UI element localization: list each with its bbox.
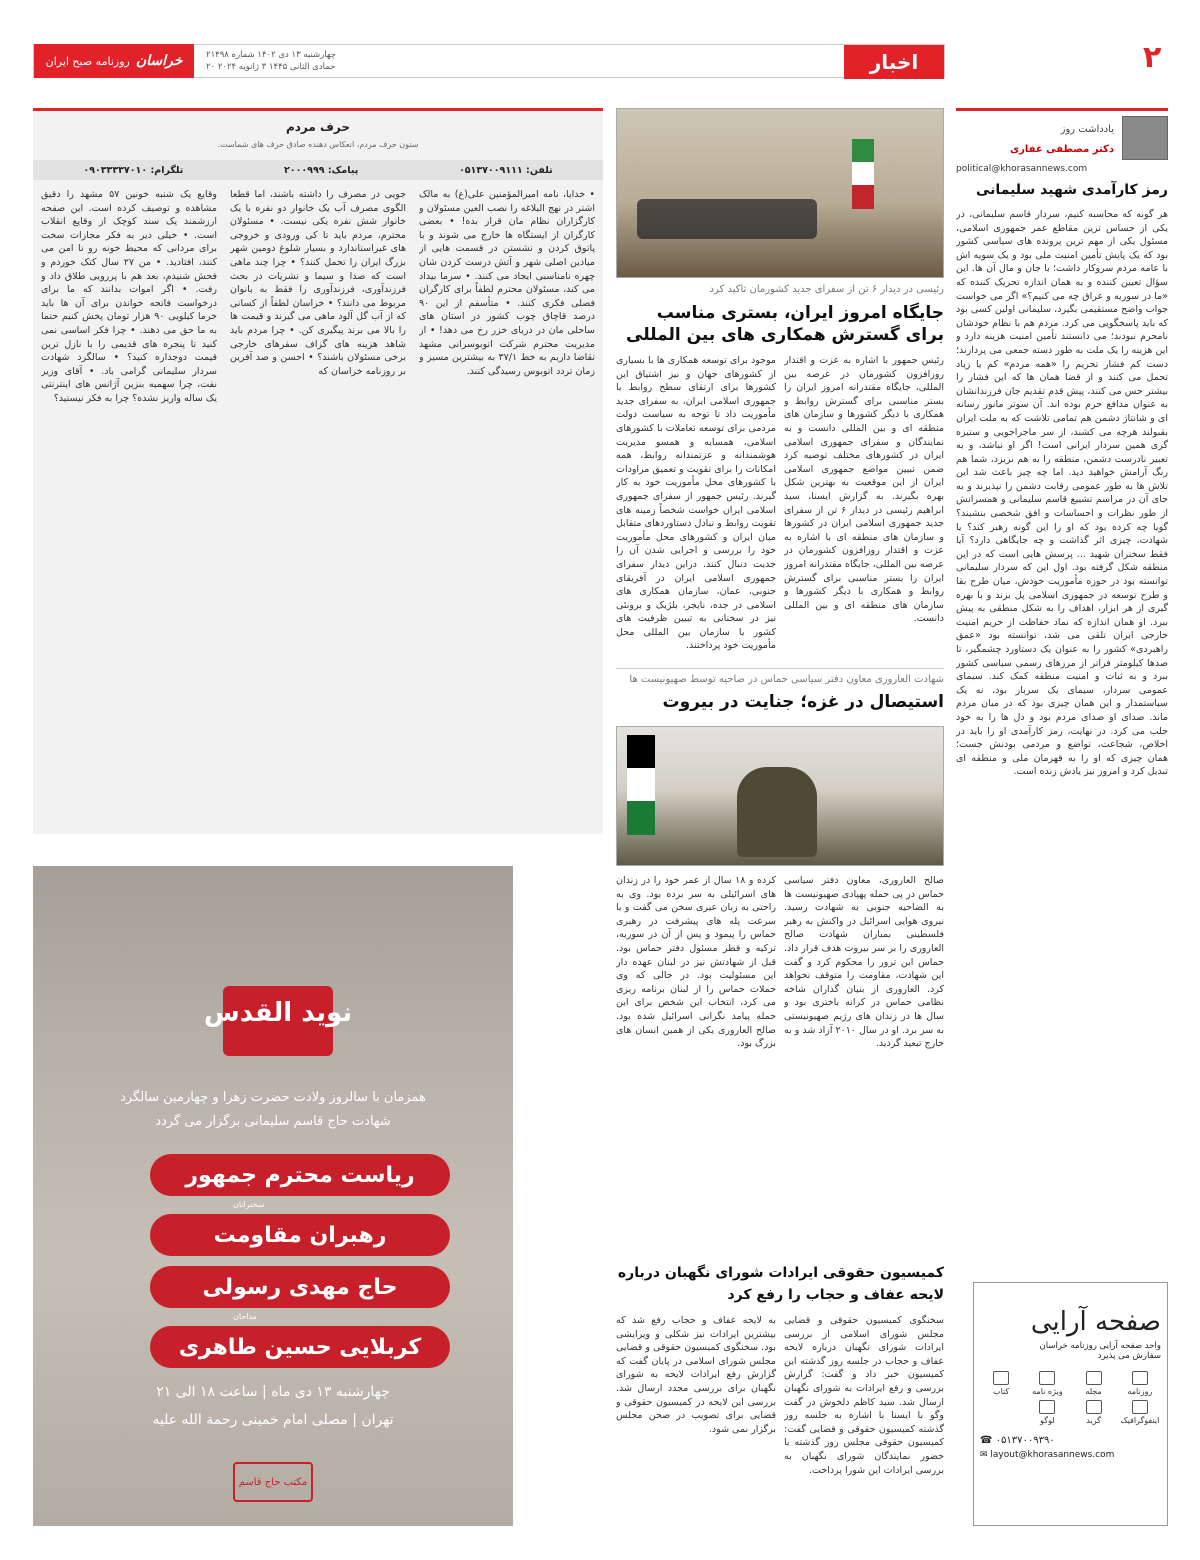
arouri-headline[interactable]: استیصال در غزه؛ جنایت در بیروت xyxy=(662,692,944,712)
ad-title: صفحه آرایی xyxy=(1030,1307,1161,1337)
section-title: اخبار xyxy=(844,45,944,79)
special-issue-icon xyxy=(1026,1371,1068,1396)
arouri-col-1: صالح العاروری، معاون دفتر سیاسی حماس در پی حمله پهپادی صهیونیست ها به الضاحیه جنوبی به شهادت رسید. نیروی هوایی اسرائیل در واکنش به رهبر فلسطینی بمباران شهادت صالح العاروری را بر سر بیروت هدف قرار داد. حماس این ترور را محکوم کرد و گفت این شهادت، مقاومت را متوقف نخواهد کرد. العاروری از بنیان گذاران شاخه نظامی حماس در کرانه باختری بود و سال ها در زندان های رژیم صهیونیستی به سر برد. او در سال ۲۰۱۰ آزاد شد و به خارج تبعید گردید. xyxy=(784,875,944,1050)
reader-title: حرف مردم xyxy=(285,120,351,134)
ad-item-label: لوگو xyxy=(1040,1416,1055,1425)
news-headline[interactable]: جایگاه امروز ایران، بستری مناسب برای گسترش همکاری های بین المللی xyxy=(626,303,944,345)
contact-sms[interactable]: پیامک: ۲۰۰۰۹۹۹ xyxy=(283,164,359,176)
ad-item-label: اینفوگرافیک xyxy=(1120,1416,1160,1425)
reader-col-1: • خدایا، نامه امیرالمؤمنین علی(ع) به مالک اشتر در نهج البلاغه را نصب العین مسئولان و کارگزاران نظام مان قرار بده! • بعضی کارگران از ایستگاه ها خارج می شوند و با پاتوق کردن و نشستن در قسمت هایی از میادین اصلی شهر و آتش درست کردن شان چهره نامناسبی ایجاد می کنند. • سرما بیداد می کند، مسئولان محترم لطفاً برای کارگران فصلی فکری کنند. • متأسفم از این ۹۰ درصد قاچاق چوب کشور در استان های ساحلی مان در دریای خزر رخ می دهد! • از مدیریت محترم شرکت اتوبوسرانی مشهد تقاضا داریم به خط ۳۷/۱ به بیشترین مسیر و زمان تردد اتوبوس رسیدگی کنند. xyxy=(419,189,595,377)
reader-column xyxy=(33,108,603,834)
ad-item-label: گرید xyxy=(1086,1416,1101,1425)
ad-phone[interactable]: ☎ ۰۵۱۳۷۰۰۹۳۹۰ xyxy=(980,1435,1055,1446)
date-line-2: ۲۰ جمادی الثانی ۱۴۴۵ ۳ ژانویه ۲۰۲۴ xyxy=(206,62,336,72)
top-news xyxy=(616,108,944,663)
infographic-icon xyxy=(1119,1400,1161,1425)
photo-flag xyxy=(852,139,874,209)
poster-line-1: همزمان با سالروز ولادت حضرت زهرا و چهارمین سالگرد xyxy=(120,1090,426,1105)
speaker-3: حاج مهدی رسولی xyxy=(150,1266,450,1308)
council-col-1: سخنگوی کمیسیون حقوقی و قضایی مجلس شورای اسلامی از بررسی ایرادات شورای نگهبان درباره لایحه عفاف و حجاب در جلسه روز گذشته این کمیسیون خبر داد و گفت: گزارش بررسی و رفع ایرادات به شورای نگهبان ارسال شد. سید کاظم دلخوش در گفت وگو با ایسنا با اشاره به جلسه روز گذشته کمیسیون حقوقی و قضایی گفت: کمیسیون حقوقی مجلس روز گذشته با حضور نمایندگان شورای نگهبان به بررسی ایرادات این شورا پرداخت. xyxy=(784,1315,944,1476)
ad-item-label: مجله xyxy=(1085,1387,1102,1396)
ad-item-label: کتاب xyxy=(993,1387,1010,1396)
news-col-1: رئیس جمهور با اشاره به عزت و اقتدار روزافزون کشورمان در عرصه بین المللی، جایگاه مقتدرانه امروز ایران را بستر مناسبی برای گسترش روابط و همکاری با دیگر کشورها و سازمان های منطقه ای و بین المللی دانست و به نمایندگان و سفرای جمهوری اسلامی ایران در کشورهای مختلف توصیه کرد ضمن تبیین مواضع جمهوری اسلامی ایران از این موقعیت به بهترین شکل بهره بگیرند. به گزارش ایسنا، سید ابراهیم رئیسی در دیدار ۶ تن از سفرای جدید جمهوری اسلامی ایران در کشورها و سازمان های منطقه ای با اشاره به عزت و اقتدار روزافزون کشورمان در عرصه بین المللی، جایگاه مقتدرانه امروز ایران را بستر مناسبی برای گسترش روابط و همکاری با دیگر کشورها و سازمان های منطقه ای و بین المللی دانست. xyxy=(784,355,944,625)
council-headline[interactable]: کمیسیون حقوقی ایرادات شورای نگهبان درباره لایحه عفاف و حجاب را رفع کرد xyxy=(617,1265,944,1303)
poster-line-2: شهادت حاج قاسم سلیمانی برگزار می گردد xyxy=(155,1114,391,1129)
arouri-col-2: کرده و ۱۸ سال از عمر خود را در زندان های اسرائیلی به سر برده بود. وی به راحتی به زبان عبری سخن می گفت و با سرعت پله های پیشرفت در رهبری حماس را پیمود و پس از آن در سوریه، ترکیه و قطر مسئول دفتر حماس بود. قبل از شهادتش نیز در لبنان عهده دار این مسئولیت بود. در حالی که وی حملات حماس را از لبنان برنامه ریزی می کرد، انتخاب این شخص برای این حمله پیامد نگرانی اسرائیل شده بود. صالح العاروری یکی از همین انسان های بزرگ بود. xyxy=(616,875,776,1050)
author-email: political@khorasannews.com xyxy=(956,164,1088,174)
editorial-column xyxy=(956,108,1168,1272)
logo-icon xyxy=(1026,1400,1068,1425)
event-poster[interactable] xyxy=(33,866,513,1526)
author-name: دکتر مصطفی غفاری xyxy=(1009,144,1114,155)
contact-phone[interactable]: تلفن: ۰۵۱۳۷۰۰۹۱۱۱ xyxy=(458,164,553,176)
news-col-2: موجود برای توسعه همکاری ها با بسیاری از کشورهای جهان و نیز اشتیاق این کشورها برای ارتقای سطح روابط با جمهوری اسلامی ایران، به سفرای جدید مأموریت داد تا توجه به سیاست دولت مردمی برای توسعه تعاملات با کشورهای اسلامی، همسایه و همسو مدیریت هوشمندانه و عزتمندانه روابط، همه امکانات را برای تقویت و تعمیق مراودات با کشورهای محل مأموریت خود به کار گیرند. رئیس جمهور از سفرای جمهوری اسلامی ایران خواست شخصاً زمینه های تقویت روابط و تبادل دستاوردهای متقابل میان ایران و کشورهای محل مأموریت خود را بررسی و اجرایی شدن آن را جدیت دنبال کنند. دراین دیدار سفرای جمهوری اسلامی ایران در آفریقای جنوبی، عمان، سازمان همکاری های اسلامی در جده، نایجر، بلژیک و برونئی نیز در سخنانی به تبیین ظرفیت های کشور با سازمان بین المللی محل مأموریت خود پرداختند. xyxy=(616,355,776,652)
divider xyxy=(956,108,1168,111)
ad-phone-number: ۰۵۱۳۷۰۰۹۳۹۰ xyxy=(995,1435,1055,1446)
masthead xyxy=(33,44,945,78)
photo-figure xyxy=(737,767,817,857)
council-col-2: به لایحه عفاف و حجاب رفع شد که بیشترین ایرادات نیز شکلی و ویرایشی بود. سخنگوی کمیسیون حقوقی و قضایی مجلس شورای اسلامی در پایان گفت که گزارش رفع ایرادات لایحه به شورای نگهبان برای بررسی مجدد ارسال شد. بررسی این لایحه در کمیسیون حقوقی و قضایی برای تصویب در صحن مجلس برگزار نمی شود. xyxy=(616,1315,776,1435)
ad-email[interactable]: ✉ layout@khorasannews.com xyxy=(980,1450,1115,1460)
photo-flag xyxy=(627,735,655,835)
eulogy-label: مداحان xyxy=(233,1312,257,1321)
magazine-icon xyxy=(1073,1371,1115,1396)
date-block xyxy=(206,49,336,73)
arouri-kicker: شهادت العاروری معاون دفتر سیاسی حماس در ضاحیه توسط صهیونیست ها xyxy=(629,674,944,685)
poster-time: چهارشنبه ۱۳ دی ماه | ساعت ۱۸ الی ۲۱ xyxy=(156,1384,390,1400)
ad-email-address: layout@khorasannews.com xyxy=(990,1450,1115,1460)
speaker-1: ریاست محترم جمهور xyxy=(150,1154,450,1196)
poster-title: نوید القدس xyxy=(203,998,353,1028)
layout-ad[interactable] xyxy=(973,1282,1168,1526)
poster-place: تهران | مصلی امام خمینی رحمة الله علیه xyxy=(152,1412,394,1428)
reader-col-2: جویی در مصرف را داشته باشند، اما قطعا الگوی مصرف آب یک خانوار دو نفره با یک خانوار شش نفره یکی نیست. • مسئولان محترم، مردم باید تا کی ورودی و خروجی های غیراستاندارد و بسیار شلوغ دومین شهر بزرگ ایران را تحمل کنند؟ • چرا چند ماهی است که صدا و سیما و نشریات در بحث فرزندآوری، فرزندآوری را فقط به بانوان مربوط می دانند؟ • خراسان لطفاً از کسانی که از آب گل آلود ماهی می گیرند و قیمت ها را بالا می برند پیگیری کن. • چرا مردم باید شاهد هزینه های گزاف سفرهای خارجی برخی مسئولان باشند؟ • احسن و صد آفرین بر روزنامه خراسان که xyxy=(230,189,406,377)
book-icon xyxy=(980,1371,1022,1396)
arouri-photo xyxy=(616,726,944,866)
column-label: یادداشت روز xyxy=(1060,124,1114,135)
contact-bar xyxy=(33,160,603,180)
speakers-label: سخنرانان xyxy=(233,1200,265,1209)
ad-item-label: ویژه نامه xyxy=(1032,1387,1063,1396)
contact-telegram[interactable]: تلگرام: ۰۹۰۳۳۳۳۷۰۱۰ xyxy=(83,164,184,176)
brand-logo: خراسان xyxy=(135,53,183,69)
date-line-1: چهارشنبه ۱۳ دی ۱۴۰۲ شماره ۲۱۴۹۸ xyxy=(206,50,337,60)
brand-block[interactable] xyxy=(34,44,194,78)
poster-seal: مکتب حاج قاسم xyxy=(233,1462,313,1502)
reader-subtitle: ستون حرف مردم، انعکاس دهنده صادق حرف های شماست. xyxy=(217,140,419,149)
arouri-news xyxy=(616,668,944,1258)
ad-sub-2: سفارش می پذیرد xyxy=(1097,1351,1161,1361)
divider xyxy=(616,668,944,669)
ad-icon-grid xyxy=(980,1371,1161,1425)
news-kicker: رئیسی در دیدار ۶ تن از سفرای جدید کشورمان تاکید کرد xyxy=(709,284,944,295)
column-title: رمز کارآمدی شهید سلیمانی xyxy=(976,182,1168,198)
page-number: ۲ xyxy=(1143,40,1162,75)
news-photo xyxy=(616,108,944,278)
speaker-4: کربلایی حسین طاهری xyxy=(150,1326,450,1368)
divider xyxy=(33,108,603,111)
reader-col-3: وقایع یک شنبه خونین ۵۷ مشهد را دقیق مشاهده و توصیف کرده است. این صفحه ارزشمند یک سند کوچک از وقایع انقلاب است. • خیلی دیر به فکر مجازات سخت برای مردانی که محیط خونه رو نا امن می کنند، افتادید. • من ۲۷ سال کتک خوردم و فحش شنیدم، بعد هم با پررویی طلاق داد و رفت. • اگر اموات بدانند که ما برای درخواست فاتحه خواندن برای آن ها باید خرما کیلویی ۹۰ هزار تومان پخش کنیم حتما به ما حق می دهند. • چرا فکر اساسی نمی کنید تا پنجره های قدیمی را با نازل ترین قیمت دوجداره کنید؟ • سالگرد شهادت سردار سلیمانی گرامی باد. • آقای وزیر نفت، چرا سهمیه بنزین آژانس های اینترنتی یک ساله واریز نشده؟ چرا به فکر نیستید؟ xyxy=(41,189,217,404)
speaker-2: رهبران مقاومت xyxy=(150,1214,450,1256)
council-news xyxy=(616,1262,944,1526)
ad-item-label: روزنامه xyxy=(1127,1387,1153,1396)
grid-icon xyxy=(1073,1400,1115,1425)
newspaper-icon xyxy=(1119,1371,1161,1396)
photo-figures xyxy=(637,199,817,239)
brand-subtitle: روزنامه صبح ایران xyxy=(45,54,130,68)
author-photo xyxy=(1122,116,1168,160)
column-body: هر گونه که محاسبه کنیم، سردار قاسم سلیمانی، در یکی از حساس ترین مقاطع عمر جمهوری اسلامی، مسئول یکی از مهم ترین پرونده های سیاسی کشور بود که یک پایش تأمین امنیت ملی بود و یک سویه اش با عامه مردم سروکار داشت؛ با جان و مال آن ها. این سؤال تعیین کننده و به همان اندازه تحریک کننده که «ما در سوریه و عراق چه می کنیم؟» اگر می خواست جواب واضح مستقیمی بگیرد، سلیمانی اولین کسی بود که باید پاسخگویی می کرد. مردم هم با نظام خودشان نامحرم نبودند؛ می دانستند تأمین امنیت هزینه دارد و این هزینه را یک ملت به طور دسته جمعی می پردازند؛ دست کم فشار تحریم را «همه مردم» کم یا زیاد تحمل می کنند و از قضا همان ها که این فشار را بیشتر حس می کنند، پیش قدم تقدیم جان فرزندانشان به عنوان مدافع حرم بوده اند. آن سوتر مانور رسانه ای و شانتاژ دشمن هم تمامی تلاشت که به ملت ایران بقبولند هرچه می کشند، از سر ماجراجویی و ستیزه گری همین سردار ایرانی است! اگر او نباشد، و به تعبیر نادرست دشمن، منطقه را به هم نریزد، شما هم رنگ آرامش خواهید دید. اما چه چیز باعث شد این تلاش ها به طور عمومی رقابت دشمن را نپذیرند و به جای آن در مراسم تشییع قاسم سلیمانی و همسرانش از طور نظرات و احساسات و افق شخصی بنشیند؟ گویا چه کرده بود که او را این گونه رهبر کند؟ یا شهادت، چیزی اثر گذاشت و چه جایگاهی دارد؟ آیا فقط سخنران شهید ... پرسش هایی است که در این منطقه شکل گرفته بود. اول این که سردار سلیمانی توانسته بود در حوزه مأموریت خودش، میان طرح بقا و طرح توسعه در جمهوری اسلامی پل بزند و با بهره گیری از هر ابزار، اهداف را به شکل منطقی به پیش ببرد. او همان اندازه که نماد حفاظت از حریم امنیت خارجی ایران تلقی می شد، توانسته بود «عمق راهبردی» کشور را به عنوان یک دستاورد چشمگیر، تا صدها کیلومتر فراتر از مرزهای رسمی سیاسی کشور ببرد و به ثبات و امنیت منطقه کمک کند. سیمای عمومی سردار، سیمای یک سرباز بود، نه یک سیاستمدار و این همان چیزی بود که در میان مردم ماند. صدای او صدای مردم بود و دل ها را به خود جلب می کرد. در نهایت، رمز کارآمدی او را باید در اخلاص، شجاعت، تواضع و مردمی بودنش جست؛ همان چیزی که او را به قهرمان ملی و منطقه ای تبدیل کرد و امروز نیز یادش زنده است. xyxy=(956,209,1168,778)
ad-sub-1: واحد صفحه آرایی روزنامه خراسان xyxy=(1039,1341,1161,1351)
